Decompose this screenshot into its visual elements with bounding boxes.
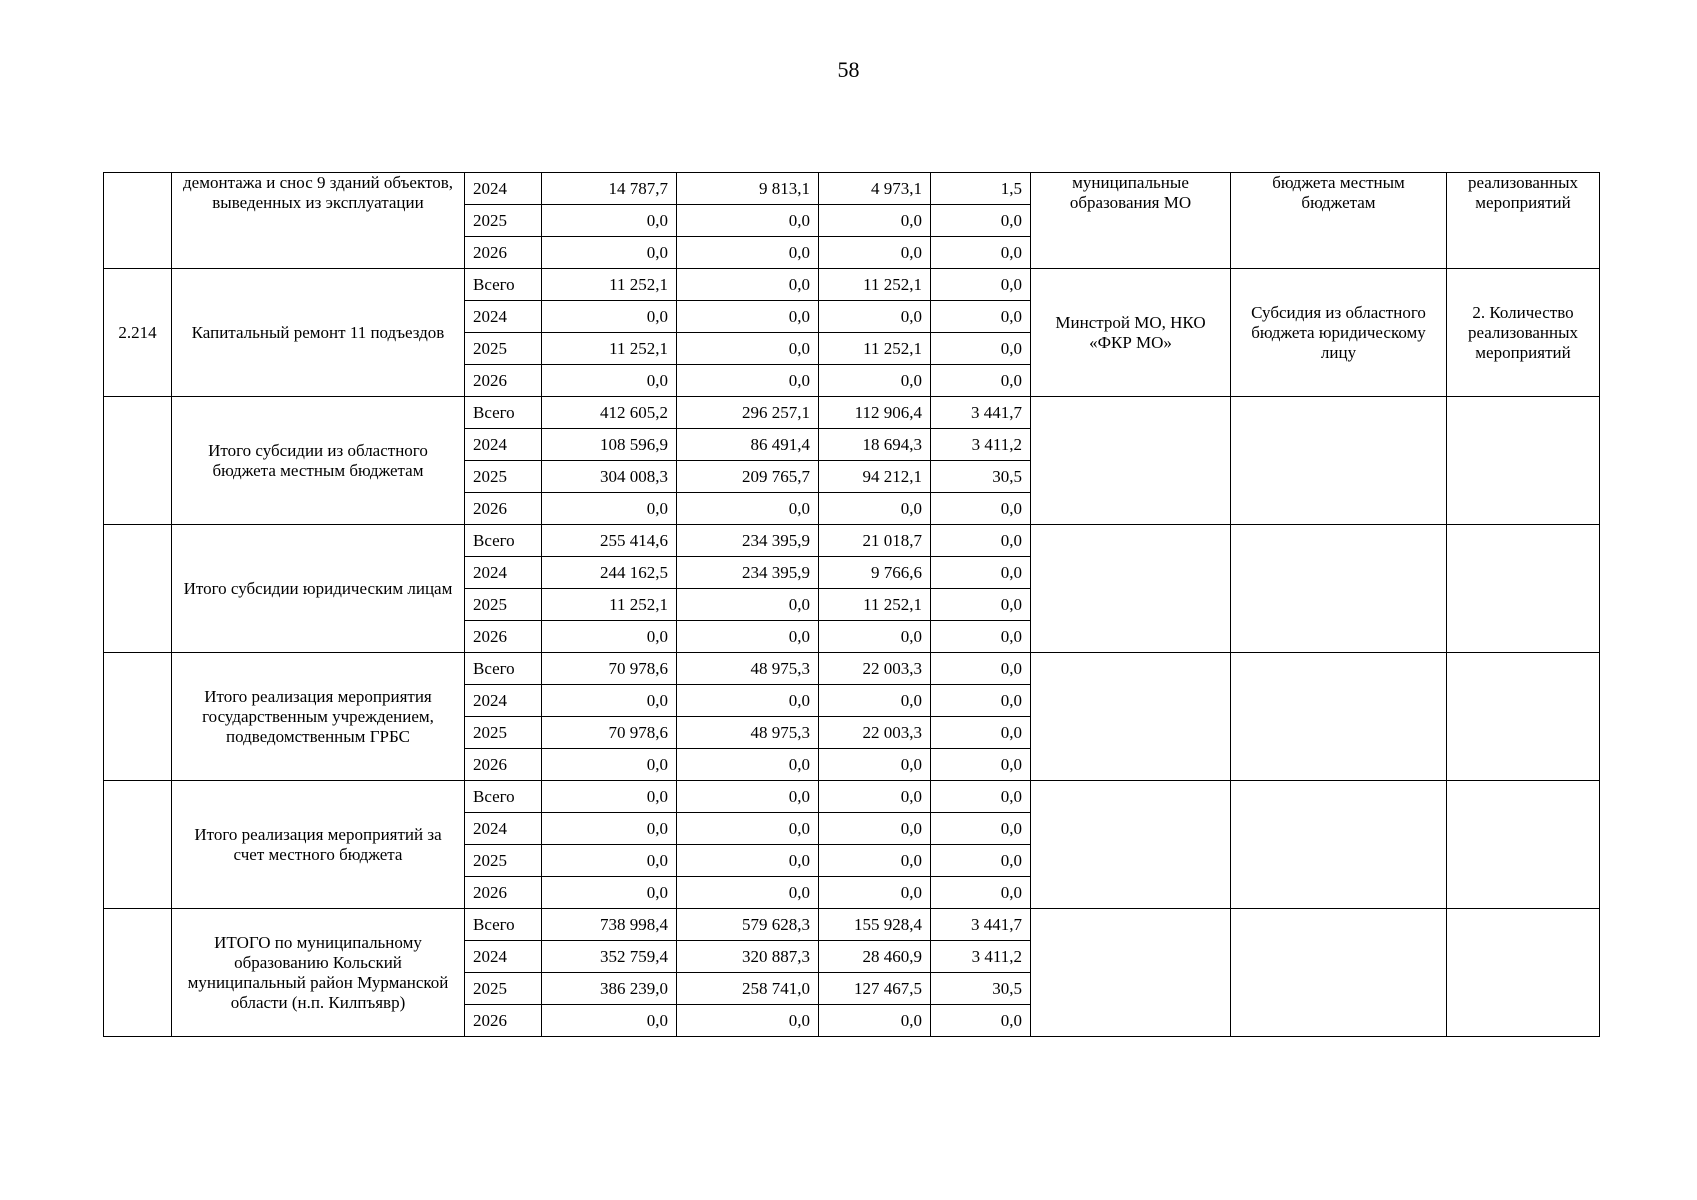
- amount-cell-v3: 0,0: [819, 749, 931, 781]
- amount-cell-v3: 94 212,1: [819, 461, 931, 493]
- amount-cell-v3: 11 252,1: [819, 589, 931, 621]
- amount-cell-v1: 412 605,2: [542, 397, 677, 429]
- amount-cell-v4: 0,0: [931, 493, 1031, 525]
- amount-cell-v4: 0,0: [931, 877, 1031, 909]
- amount-cell-v3: 0,0: [819, 845, 931, 877]
- amount-cell-v3: 0,0: [819, 621, 931, 653]
- result-cell: реализованных мероприятий: [1447, 173, 1600, 269]
- executor-cell: [1031, 909, 1231, 1037]
- amount-cell-v4: 0,0: [931, 301, 1031, 333]
- executor-cell: [1031, 653, 1231, 781]
- amount-cell-v1: 70 978,6: [542, 717, 677, 749]
- amount-cell-v2: 0,0: [677, 205, 819, 237]
- period-cell: 2024: [465, 429, 542, 461]
- amount-cell-v4: 3 411,2: [931, 941, 1031, 973]
- amount-cell-v4: 0,0: [931, 237, 1031, 269]
- period-cell: 2024: [465, 557, 542, 589]
- amount-cell-v4: 0,0: [931, 653, 1031, 685]
- funding-cell: [1231, 781, 1447, 909]
- funding-cell: [1231, 653, 1447, 781]
- amount-cell-v3: 11 252,1: [819, 333, 931, 365]
- table-row: [104, 781, 1600, 813]
- amount-cell-v1: 0,0: [542, 493, 677, 525]
- amount-cell-v4: 0,0: [931, 813, 1031, 845]
- amount-cell-v4: 0,0: [931, 845, 1031, 877]
- period-cell: 2024: [465, 685, 542, 717]
- executor-cell: Минстрой МО, НКО «ФКР МО»: [1031, 269, 1231, 397]
- amount-cell-v2: 320 887,3: [677, 941, 819, 973]
- period-cell: 2026: [465, 493, 542, 525]
- amount-cell-v3: 112 906,4: [819, 397, 931, 429]
- amount-cell-v3: 21 018,7: [819, 525, 931, 557]
- item-name: Итого реализация мероприятий за счет местного бюджета: [172, 781, 465, 909]
- funding-cell: бюджета местным бюджетам: [1231, 173, 1447, 269]
- amount-cell-v2: 86 491,4: [677, 429, 819, 461]
- amount-cell-v2: 0,0: [677, 589, 819, 621]
- amount-cell-v1: 0,0: [542, 205, 677, 237]
- amount-cell-v3: 4 973,1: [819, 173, 931, 205]
- amount-cell-v2: 0,0: [677, 269, 819, 301]
- item-name: Итого реализация мероприятия государственным учреждением, подведомственным ГРБС: [172, 653, 465, 781]
- funding-cell: [1231, 397, 1447, 525]
- amount-cell-v3: 0,0: [819, 365, 931, 397]
- amount-cell-v3: 0,0: [819, 493, 931, 525]
- amount-cell-v2: 0,0: [677, 493, 819, 525]
- period-cell: Всего: [465, 781, 542, 813]
- amount-cell-v3: 22 003,3: [819, 717, 931, 749]
- amount-cell-v4: 0,0: [931, 557, 1031, 589]
- amount-cell-v4: 3 441,7: [931, 397, 1031, 429]
- amount-cell-v2: 296 257,1: [677, 397, 819, 429]
- result-cell: [1447, 397, 1600, 525]
- amount-cell-v2: 0,0: [677, 877, 819, 909]
- period-cell: 2024: [465, 173, 542, 205]
- amount-cell-v3: 28 460,9: [819, 941, 931, 973]
- executor-cell: [1031, 781, 1231, 909]
- amount-cell-v3: 0,0: [819, 1005, 931, 1037]
- amount-cell-v1: 11 252,1: [542, 589, 677, 621]
- amount-cell-v3: 127 467,5: [819, 973, 931, 1005]
- amount-cell-v3: 0,0: [819, 781, 931, 813]
- amount-cell-v1: 386 239,0: [542, 973, 677, 1005]
- period-cell: 2025: [465, 717, 542, 749]
- result-cell: [1447, 909, 1600, 1037]
- item-number: [104, 781, 172, 909]
- amount-cell-v4: 0,0: [931, 749, 1031, 781]
- period-cell: 2024: [465, 941, 542, 973]
- period-cell: Всего: [465, 909, 542, 941]
- item-number: [104, 525, 172, 653]
- amount-cell-v2: 0,0: [677, 333, 819, 365]
- amount-cell-v1: 0,0: [542, 845, 677, 877]
- amount-cell-v4: 0,0: [931, 717, 1031, 749]
- amount-cell-v2: 579 628,3: [677, 909, 819, 941]
- item-number: 2.214: [104, 269, 172, 397]
- amount-cell-v4: 0,0: [931, 1005, 1031, 1037]
- amount-cell-v2: 0,0: [677, 365, 819, 397]
- amount-cell-v3: 0,0: [819, 813, 931, 845]
- period-cell: Всего: [465, 525, 542, 557]
- amount-cell-v4: 30,5: [931, 461, 1031, 493]
- period-cell: 2024: [465, 813, 542, 845]
- amount-cell-v1: 70 978,6: [542, 653, 677, 685]
- amount-cell-v2: 0,0: [677, 813, 819, 845]
- funding-cell: [1231, 525, 1447, 653]
- period-cell: 2026: [465, 621, 542, 653]
- executor-cell: [1031, 397, 1231, 525]
- amount-cell-v4: 0,0: [931, 589, 1031, 621]
- funding-cell: [1231, 909, 1447, 1037]
- amount-cell-v3: 0,0: [819, 205, 931, 237]
- amount-cell-v1: 255 414,6: [542, 525, 677, 557]
- period-cell: 2026: [465, 877, 542, 909]
- amount-cell-v1: 0,0: [542, 685, 677, 717]
- amount-cell-v3: 155 928,4: [819, 909, 931, 941]
- amount-cell-v1: 0,0: [542, 621, 677, 653]
- item-name: Итого субсидии юридическим лицам: [172, 525, 465, 653]
- amount-cell-v2: 234 395,9: [677, 557, 819, 589]
- amount-cell-v4: 30,5: [931, 973, 1031, 1005]
- amount-cell-v2: 48 975,3: [677, 717, 819, 749]
- amount-cell-v3: 22 003,3: [819, 653, 931, 685]
- amount-cell-v1: 11 252,1: [542, 269, 677, 301]
- amount-cell-v2: 258 741,0: [677, 973, 819, 1005]
- table-row: [104, 909, 1600, 941]
- amount-cell-v4: 0,0: [931, 621, 1031, 653]
- period-cell: 2025: [465, 461, 542, 493]
- amount-cell-v2: 0,0: [677, 1005, 819, 1037]
- table-row: [104, 525, 1600, 557]
- executor-cell: муниципальные образования МО: [1031, 173, 1231, 269]
- amount-cell-v3: 9 766,6: [819, 557, 931, 589]
- table-row: [104, 269, 1600, 301]
- amount-cell-v1: 108 596,9: [542, 429, 677, 461]
- amount-cell-v1: 304 008,3: [542, 461, 677, 493]
- period-cell: 2025: [465, 205, 542, 237]
- period-cell: 2026: [465, 1005, 542, 1037]
- period-cell: 2026: [465, 749, 542, 781]
- amount-cell-v2: 209 765,7: [677, 461, 819, 493]
- amount-cell-v1: 11 252,1: [542, 333, 677, 365]
- amount-cell-v2: 0,0: [677, 845, 819, 877]
- funding-cell: Субсидия из областного бюджета юридическому лицу: [1231, 269, 1447, 397]
- item-number: [104, 173, 172, 269]
- period-cell: 2025: [465, 845, 542, 877]
- item-name: Итого субсидии из областного бюджета местным бюджетам: [172, 397, 465, 525]
- amount-cell-v4: 3 441,7: [931, 909, 1031, 941]
- result-cell: [1447, 653, 1600, 781]
- table-row: [104, 653, 1600, 685]
- amount-cell-v1: 0,0: [542, 749, 677, 781]
- period-cell: Всего: [465, 397, 542, 429]
- item-name: ИТОГО по муниципальному образованию Кольский муниципальный район Мурманской области (н.п. Килпъявр): [172, 909, 465, 1037]
- item-number: [104, 653, 172, 781]
- amount-cell-v4: 0,0: [931, 333, 1031, 365]
- amount-cell-v3: 0,0: [819, 237, 931, 269]
- amount-cell-v3: 0,0: [819, 685, 931, 717]
- page-number: 58: [837, 57, 860, 82]
- table-row: [104, 397, 1600, 429]
- period-cell: 2024: [465, 301, 542, 333]
- amount-cell-v1: 352 759,4: [542, 941, 677, 973]
- amount-cell-v1: 0,0: [542, 1005, 677, 1037]
- amount-cell-v3: 0,0: [819, 301, 931, 333]
- amount-cell-v1: 0,0: [542, 813, 677, 845]
- amount-cell-v4: 1,5: [931, 173, 1031, 205]
- amount-cell-v2: 0,0: [677, 621, 819, 653]
- amount-cell-v4: 0,0: [931, 525, 1031, 557]
- period-cell: 2025: [465, 589, 542, 621]
- period-cell: 2026: [465, 365, 542, 397]
- amount-cell-v3: 0,0: [819, 877, 931, 909]
- amount-cell-v1: 0,0: [542, 237, 677, 269]
- amount-cell-v4: 3 411,2: [931, 429, 1031, 461]
- amount-cell-v4: 0,0: [931, 269, 1031, 301]
- amount-cell-v2: 0,0: [677, 237, 819, 269]
- amount-cell-v1: 0,0: [542, 781, 677, 813]
- item-name: демонтажа и снос 9 зданий объектов, выведенных из эксплуатации: [172, 173, 465, 269]
- period-cell: 2025: [465, 973, 542, 1005]
- period-cell: Всего: [465, 269, 542, 301]
- period-cell: Всего: [465, 653, 542, 685]
- amount-cell-v2: 234 395,9: [677, 525, 819, 557]
- amount-cell-v4: 0,0: [931, 685, 1031, 717]
- item-number: [104, 909, 172, 1037]
- item-number: [104, 397, 172, 525]
- executor-cell: [1031, 525, 1231, 653]
- amount-cell-v1: 0,0: [542, 365, 677, 397]
- table-body: [104, 173, 1600, 1037]
- amount-cell-v2: 9 813,1: [677, 173, 819, 205]
- item-name: Капитальный ремонт 11 подъездов: [172, 269, 465, 397]
- amount-cell-v2: 0,0: [677, 781, 819, 813]
- amount-cell-v3: 11 252,1: [819, 269, 931, 301]
- amount-cell-v1: 14 787,7: [542, 173, 677, 205]
- result-cell: 2. Количество реализованных мероприятий: [1447, 269, 1600, 397]
- amount-cell-v1: 0,0: [542, 301, 677, 333]
- amount-cell-v4: 0,0: [931, 365, 1031, 397]
- amount-cell-v3: 18 694,3: [819, 429, 931, 461]
- amount-cell-v2: 0,0: [677, 749, 819, 781]
- result-cell: [1447, 781, 1600, 909]
- result-cell: [1447, 525, 1600, 653]
- amount-cell-v1: 244 162,5: [542, 557, 677, 589]
- period-cell: 2026: [465, 237, 542, 269]
- period-cell: 2025: [465, 333, 542, 365]
- amount-cell-v4: 0,0: [931, 205, 1031, 237]
- amount-cell-v1: 0,0: [542, 877, 677, 909]
- amount-cell-v1: 738 998,4: [542, 909, 677, 941]
- amount-cell-v2: 48 975,3: [677, 653, 819, 685]
- amount-cell-v4: 0,0: [931, 781, 1031, 813]
- budget-table: [103, 172, 1600, 1037]
- amount-cell-v2: 0,0: [677, 685, 819, 717]
- amount-cell-v2: 0,0: [677, 301, 819, 333]
- table-row: [104, 173, 1600, 205]
